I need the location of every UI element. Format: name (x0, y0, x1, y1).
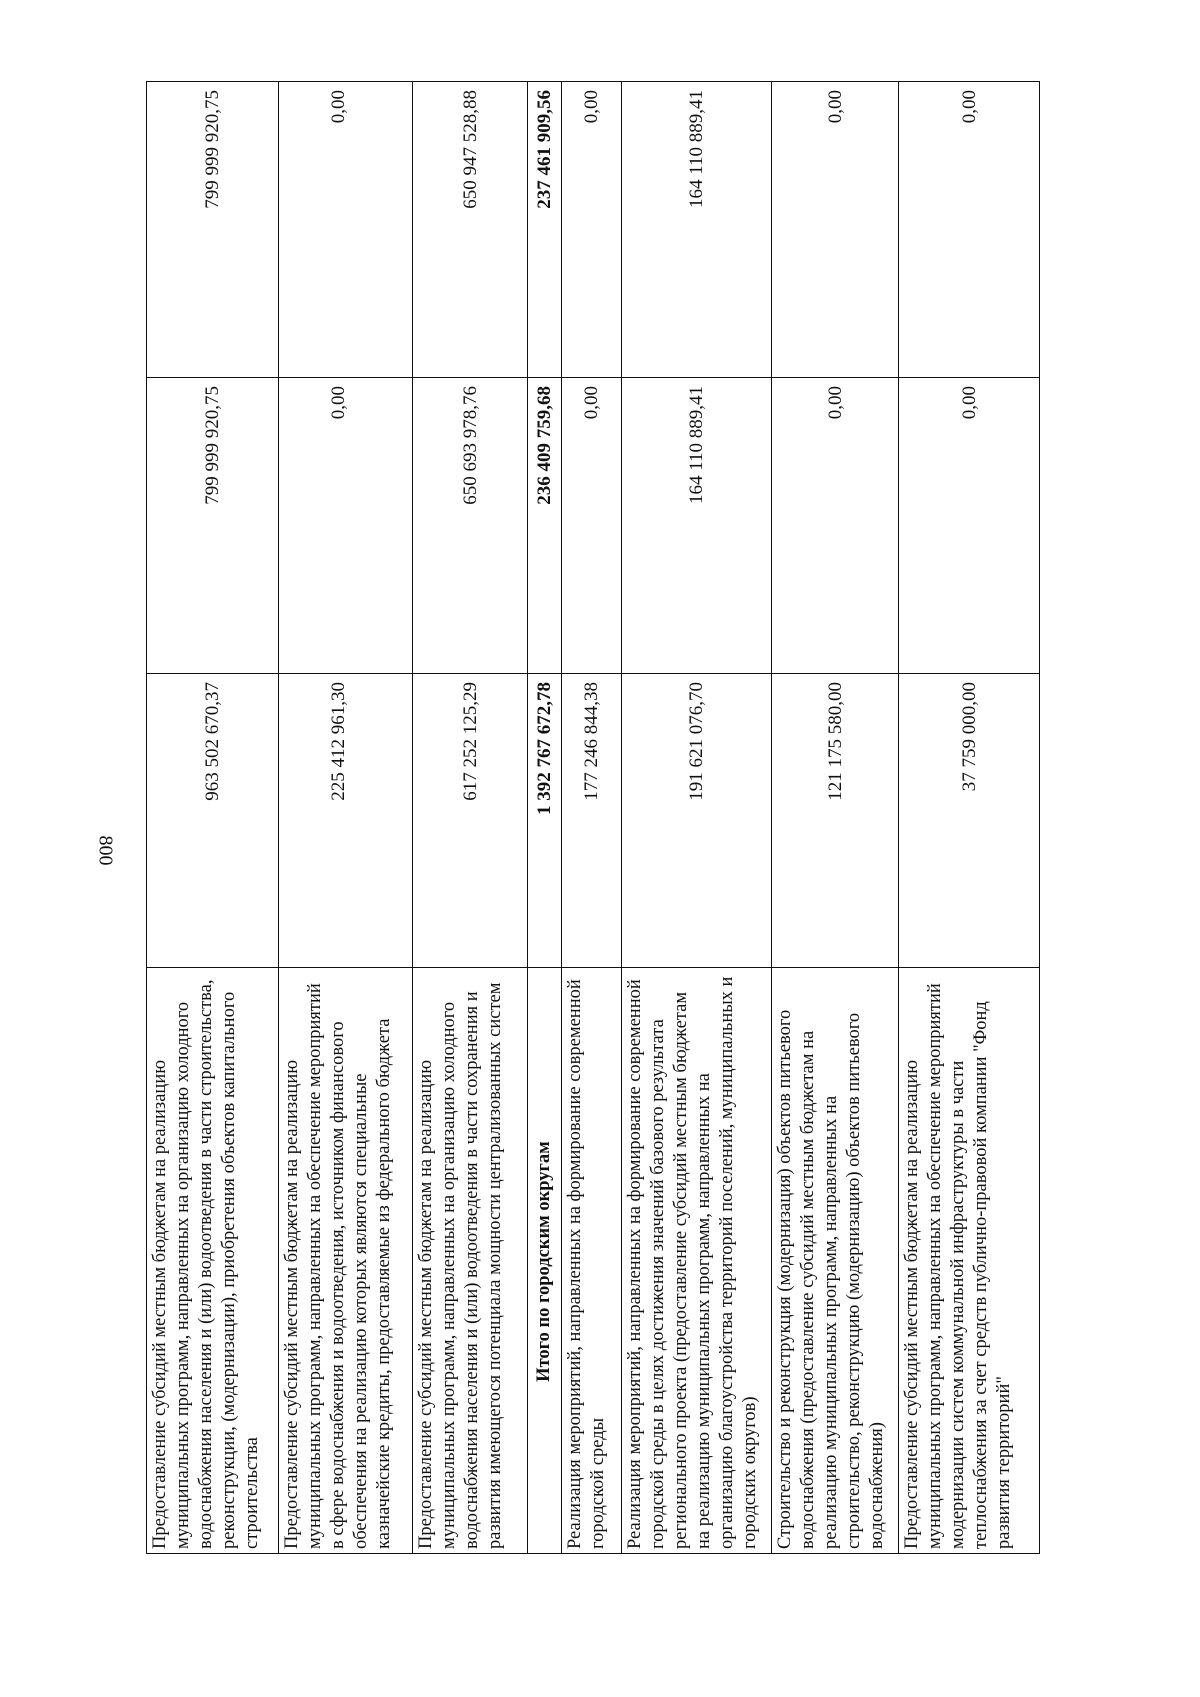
total-label: Итого по городским округам (528, 968, 562, 1554)
row-description: Реализация мероприятий, направленных на формирование современной городской среды (562, 968, 622, 1554)
row-amount-col3: 799 999 920,75 (147, 82, 279, 378)
row-amount-col2: 799 999 920,75 (147, 378, 279, 674)
row-description: Предоставление субсидий местным бюджетам на реализацию муниципальных программ, направленных на обеспечение мероприятий в сфере водоснабжения и водоотведения, источником финансового обеспечения на реализацию которых являются специальные казначейские кредиты, предоставляемые из федерального бюджета (279, 968, 413, 1554)
row-amount-col1: 617 252 125,29 (413, 674, 528, 968)
table-row (562, 82, 622, 1554)
table-row (147, 82, 279, 1554)
table-row-total (528, 82, 562, 1554)
budget-table-grid (146, 81, 1040, 1554)
row-amount-col2: 164 110 889,41 (622, 378, 772, 674)
row-amount-col3: 164 110 889,41 (622, 82, 772, 378)
row-amount-col1: 225 412 961,30 (279, 674, 413, 968)
table-row (413, 82, 528, 1554)
row-amount-col3: 0,00 (562, 82, 622, 378)
row-amount-col2: 0,00 (279, 378, 413, 674)
row-description: Предоставление субсидий местным бюджетам на реализацию муниципальных программ, направленных на обеспечение мероприятий модернизации систем коммунальной инфраструктуры в части теплоснабжения за счет средств публично-правовой компании "Фонд развития территорий" (899, 968, 1040, 1554)
budget-table (146, 82, 1039, 1554)
total-amount-col1: 1 392 767 672,78 (528, 674, 562, 968)
row-amount-col3: 0,00 (772, 82, 899, 378)
row-description: Строительство и реконструкция (модернизация) объектов питьевого водоснабжения (предоставление субсидий местным бюджетам на реализацию муниципальных программ, направленных на строительство, реконструкцию (модернизацию) объектов питьевого водоснабжения) (772, 968, 899, 1554)
row-amount-col1: 37 759 000,00 (899, 674, 1040, 968)
page-number: 800 (94, 835, 117, 865)
table-row (279, 82, 413, 1554)
row-description: Реализация мероприятий, направленных на формирование современной городской среды в целях достижения значений базового результата регионального проекта (предоставление субсидий местным бюджетам на реализацию муниципальных программ, направленных на организацию благоустройства территорий поселений, муниципальных и городских округов) (622, 968, 772, 1554)
row-amount-col3: 650 947 528,88 (413, 82, 528, 378)
row-amount-col3: 0,00 (279, 82, 413, 378)
row-amount-col2: 0,00 (772, 378, 899, 674)
table-row (899, 82, 1040, 1554)
table-row (622, 82, 772, 1554)
row-amount-col1: 191 621 076,70 (622, 674, 772, 968)
total-amount-col2: 236 409 759,68 (528, 378, 562, 674)
row-description: Предоставление субсидий местным бюджетам на реализацию муниципальных программ, направленных на организацию холодного водоснабжения населения и (или) водоотведения в части сохранения и развития имеющегося потенциала мощности централизованных систем (413, 968, 528, 1554)
row-amount-col2: 650 693 978,76 (413, 378, 528, 674)
row-amount-col1: 121 175 580,00 (772, 674, 899, 968)
row-amount-col3: 0,00 (899, 82, 1040, 378)
row-amount-col2: 0,00 (899, 378, 1040, 674)
row-description: Предоставление субсидий местным бюджетам на реализацию муниципальных программ, направленных на организацию холодного водоснабжения населения и (или) водоотведения в части строительства, реконструкции, (модернизации), приобретения объектов капитального строительства (147, 968, 279, 1554)
table-row (772, 82, 899, 1554)
total-amount-col3: 237 461 909,56 (528, 82, 562, 378)
row-amount-col1: 177 246 844,38 (562, 674, 622, 968)
row-amount-col2: 0,00 (562, 378, 622, 674)
row-amount-col1: 963 502 670,37 (147, 674, 279, 968)
